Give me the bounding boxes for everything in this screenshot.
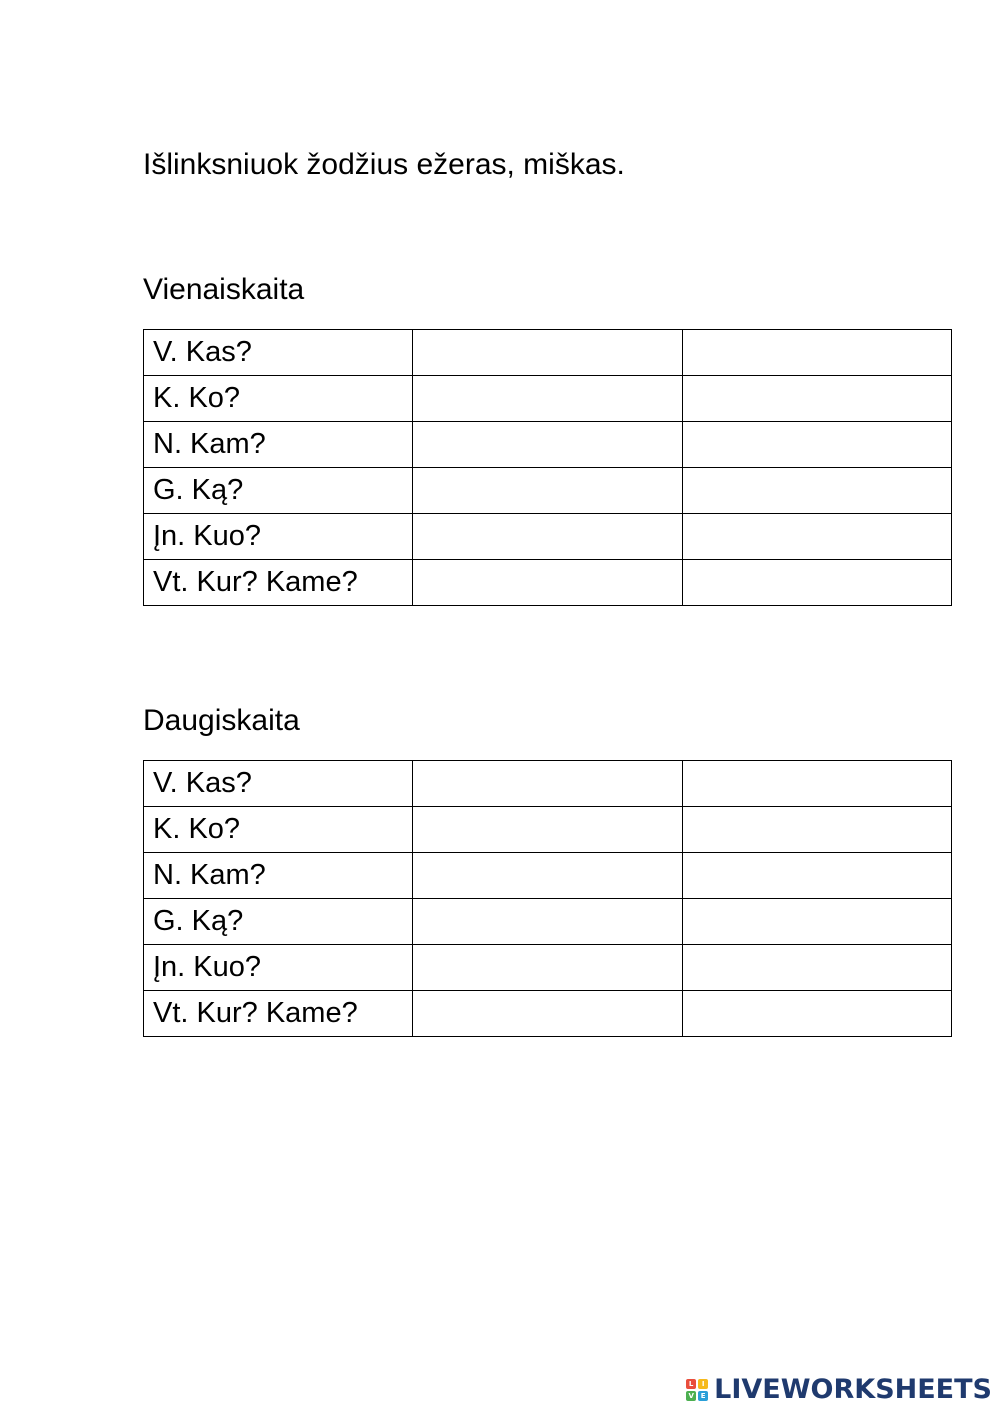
table-row: [144, 807, 952, 853]
answer-cell-miskas[interactable]: [683, 468, 952, 514]
case-label: K. Ko?: [144, 807, 413, 853]
table-row: [144, 945, 952, 991]
answer-cell-miskas[interactable]: [683, 422, 952, 468]
answer-cell-ezeras[interactable]: [413, 945, 683, 991]
case-label: N. Kam?: [144, 422, 413, 468]
logo-mark-tile: I: [698, 1379, 708, 1389]
case-label: G. Ką?: [144, 899, 413, 945]
table-row: [144, 761, 952, 807]
case-label: Įn. Kuo?: [144, 514, 413, 560]
table-row: [144, 330, 952, 376]
answer-cell-ezeras[interactable]: [413, 560, 683, 606]
table-row: [144, 376, 952, 422]
instruction-text: Išlinksniuok žodžius ežeras, miškas.: [143, 148, 625, 181]
answer-cell-miskas[interactable]: [683, 945, 952, 991]
liveworksheets-mark-icon: [686, 1379, 708, 1401]
case-label: G. Ką?: [144, 468, 413, 514]
case-label: V. Kas?: [144, 330, 413, 376]
logo-text: LIVEWORKSHEETS: [714, 1374, 992, 1405]
logo-mark-tile: V: [686, 1391, 696, 1401]
answer-cell-miskas[interactable]: [683, 514, 952, 560]
answer-cell-miskas[interactable]: [683, 376, 952, 422]
table-row: [144, 560, 952, 606]
table-row: [144, 422, 952, 468]
answer-cell-ezeras[interactable]: [413, 330, 683, 376]
logo-mark-tile: E: [698, 1391, 708, 1401]
answer-cell-miskas[interactable]: [683, 807, 952, 853]
singular-heading: Vienaiskaita: [143, 273, 305, 306]
logo-mark-tile: L: [686, 1379, 696, 1389]
answer-cell-miskas[interactable]: [683, 330, 952, 376]
answer-cell-ezeras[interactable]: [413, 376, 683, 422]
answer-cell-miskas[interactable]: [683, 991, 952, 1037]
answer-cell-ezeras[interactable]: [413, 991, 683, 1037]
answer-cell-ezeras[interactable]: [413, 761, 683, 807]
singular-table: [143, 329, 952, 606]
answer-cell-ezeras[interactable]: [413, 807, 683, 853]
answer-cell-ezeras[interactable]: [413, 514, 683, 560]
answer-cell-miskas[interactable]: [683, 899, 952, 945]
case-label: N. Kam?: [144, 853, 413, 899]
answer-cell-miskas[interactable]: [683, 761, 952, 807]
plural-heading: Daugiskaita: [143, 704, 300, 737]
answer-cell-ezeras[interactable]: [413, 468, 683, 514]
table-row: [144, 899, 952, 945]
answer-cell-ezeras[interactable]: [413, 899, 683, 945]
answer-cell-miskas[interactable]: [683, 560, 952, 606]
case-label: Vt. Kur? Kame?: [144, 560, 413, 606]
case-label: K. Ko?: [144, 376, 413, 422]
case-label: V. Kas?: [144, 761, 413, 807]
table-row: [144, 853, 952, 899]
table-row: [144, 468, 952, 514]
liveworksheets-logo: [686, 1375, 992, 1405]
answer-cell-ezeras[interactable]: [413, 422, 683, 468]
case-label: Vt. Kur? Kame?: [144, 991, 413, 1037]
table-row: [144, 991, 952, 1037]
table-row: [144, 514, 952, 560]
case-label: Įn. Kuo?: [144, 945, 413, 991]
answer-cell-ezeras[interactable]: [413, 853, 683, 899]
answer-cell-miskas[interactable]: [683, 853, 952, 899]
plural-table: [143, 760, 952, 1037]
